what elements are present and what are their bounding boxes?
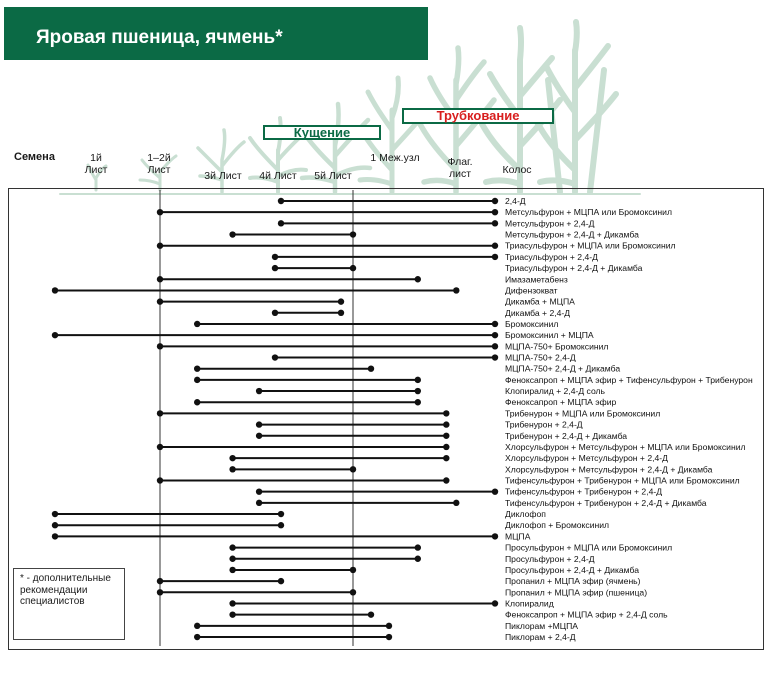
product-label: Трибенурон + 2,4-Д [505, 419, 583, 430]
chart-row [229, 230, 639, 240]
range-start-dot [194, 321, 200, 327]
range-start-dot [229, 567, 235, 573]
product-label: Тифенсульфурон + Трибенурон + 2,4-Д + Дикамба [505, 497, 707, 508]
product-label: МЦПА [505, 531, 531, 542]
chart-row [229, 565, 639, 575]
range-start-dot [272, 265, 278, 271]
range-end-dot [338, 298, 344, 304]
product-label: Дикамба + 2,4-Д [505, 307, 571, 318]
product-label: Феноксапроп + МЦПА эфир + 2,4-Д соль [505, 609, 668, 620]
range-start-dot [229, 455, 235, 461]
product-label: МЦПА-750+ Бромоксинил [505, 341, 609, 352]
range-end-dot [492, 600, 498, 606]
chart-row [256, 498, 707, 508]
range-start-dot [52, 287, 58, 293]
product-label: МЦПА-750+ 2,4-Д + Дикамба [505, 363, 621, 374]
range-start-dot [229, 600, 235, 606]
product-label: Просульфурон + 2,4-Д [505, 553, 595, 564]
chart-row [194, 621, 578, 631]
range-start-dot [256, 488, 262, 494]
range-end-dot [350, 265, 356, 271]
product-label: Просульфурон + 2,4-Д + Дикамба [505, 564, 639, 575]
range-end-dot [443, 410, 449, 416]
range-start-dot [194, 634, 200, 640]
range-end-dot [278, 511, 284, 517]
stage-label-seeds: Семена [14, 151, 55, 163]
chart-row [229, 610, 668, 620]
range-end-dot [350, 231, 356, 237]
chart-row [52, 285, 558, 295]
range-start-dot [194, 399, 200, 405]
range-start-dot [157, 410, 163, 416]
range-end-dot [386, 634, 392, 640]
chart-row [157, 576, 641, 586]
footnote-text: * - дополнительные рекомендации специалистов [20, 573, 111, 607]
stage-label-leaf1-2: 1–2й Лист [147, 152, 171, 176]
chart-row [229, 464, 712, 474]
product-label: 2,4-Д [505, 196, 526, 206]
chart-row [194, 375, 753, 385]
range-start-dot [229, 544, 235, 550]
range-start-dot [272, 254, 278, 260]
product-label: Метсульфурон + 2,4-Д [505, 218, 595, 229]
range-end-dot [492, 533, 498, 539]
range-end-dot [415, 556, 421, 562]
chart-row [157, 587, 647, 597]
range-start-dot [194, 377, 200, 383]
range-end-dot [492, 220, 498, 226]
chart-row [272, 252, 598, 262]
chart-row [157, 408, 660, 418]
range-end-dot [415, 377, 421, 383]
product-label: Трибенурон + 2,4-Д + Дикамба [505, 430, 628, 441]
product-label: Трибенурон + МЦПА или Бромоксинил [505, 408, 661, 419]
chart-row [157, 241, 676, 251]
range-end-dot [415, 388, 421, 394]
range-end-dot [350, 589, 356, 595]
chart-row [157, 274, 568, 284]
range-end-dot [443, 444, 449, 450]
range-start-dot [194, 623, 200, 629]
range-end-dot [492, 209, 498, 215]
range-end-dot [492, 332, 498, 338]
product-label: Пиклорам + 2,4-Д [505, 632, 576, 643]
range-end-dot [492, 354, 498, 360]
range-end-dot [492, 254, 498, 260]
chart-row [278, 218, 595, 228]
chart-row [256, 431, 627, 441]
range-start-dot [52, 533, 58, 539]
range-end-dot [350, 466, 356, 472]
range-start-dot [278, 198, 284, 204]
product-label: Триасульфурон + МЦПА или Бромоксинил [505, 240, 676, 251]
chart-row [194, 397, 616, 407]
stage-label-leaf5: 5й Лист [314, 170, 352, 182]
range-start-dot [157, 298, 163, 304]
range-start-dot [157, 578, 163, 584]
product-label: Клопиралид + 2,4-Д соль [505, 386, 606, 397]
product-label: Феноксапроп + МЦПА эфир [505, 397, 617, 408]
range-end-dot [338, 310, 344, 316]
footnote-box [13, 568, 125, 640]
chart-row [256, 487, 662, 497]
range-end-dot [386, 623, 392, 629]
range-end-dot [278, 522, 284, 528]
range-start-dot [194, 366, 200, 372]
range-end-dot [492, 321, 498, 327]
product-label: Тифенсульфурон + Трибенурон + МЦПА или Бромоксинил [505, 475, 740, 486]
chart-row [52, 531, 531, 541]
chart-row [229, 598, 553, 608]
range-start-dot [272, 354, 278, 360]
range-start-dot [229, 611, 235, 617]
range-start-dot [52, 522, 58, 528]
range-end-dot [492, 243, 498, 249]
product-label: Диклофоп [505, 509, 546, 520]
range-end-dot [415, 276, 421, 282]
product-label: Имазаметабенз [505, 274, 568, 285]
range-end-dot [443, 455, 449, 461]
range-start-dot [157, 276, 163, 282]
chart-row [256, 420, 583, 430]
product-label: МЦПА-750+ 2,4-Д [505, 352, 576, 363]
chart-row [157, 476, 740, 486]
chart-row [52, 520, 609, 530]
chart-row [256, 386, 606, 396]
product-label: Пропанил + МЦПА эфир (пшеница) [505, 587, 648, 598]
chart-row [157, 207, 672, 217]
range-start-dot [256, 421, 262, 427]
stage-label-flag-leaf: Флаг. лист [447, 156, 473, 180]
range-start-dot [157, 589, 163, 595]
chart-row [278, 196, 526, 206]
range-end-dot [492, 198, 498, 204]
range-start-dot [157, 444, 163, 450]
range-end-dot [278, 578, 284, 584]
product-label: Диклофоп + Бромоксинил [505, 520, 610, 531]
range-end-dot [368, 611, 374, 617]
range-end-dot [453, 500, 459, 506]
product-label: Клопиралид [505, 598, 554, 609]
product-label: Метсульфурон + 2,4-Д + Дикамба [505, 229, 639, 240]
range-start-dot [256, 388, 262, 394]
stage-label-node1: 1 Меж.узл [370, 152, 420, 164]
page-title: Яровая пшеница, ячмень* [36, 27, 283, 48]
range-end-dot [453, 287, 459, 293]
range-end-dot [350, 567, 356, 573]
stage-label-leaf3: 3й Лист [204, 170, 242, 182]
stage-label-leaf4: 4й Лист [259, 170, 297, 182]
stage-label-ear: Колос [502, 164, 532, 176]
product-label: Просульфурон + МЦПА или Бромоксинил [505, 542, 673, 553]
range-end-dot [492, 488, 498, 494]
range-start-dot [229, 466, 235, 472]
chart-row [194, 319, 558, 329]
range-start-dot [256, 433, 262, 439]
range-end-dot [415, 544, 421, 550]
range-start-dot [52, 511, 58, 517]
range-start-dot [256, 500, 262, 506]
chart-row [229, 543, 672, 553]
product-label: Пропанил + МЦПА эфир (ячмень) [505, 576, 641, 587]
chart-row [229, 453, 668, 463]
chart-row [157, 341, 609, 351]
product-label: Триасульфурон + 2,4-Д + Дикамба [505, 263, 643, 274]
product-label: Метсульфурон + МЦПА или Бромоксинил [505, 207, 672, 218]
chart-row [272, 308, 570, 318]
product-label: Хлорсульфурон + Метсульфурон + 2,4-Д [505, 453, 668, 464]
range-end-dot [443, 421, 449, 427]
chart-row [52, 509, 546, 519]
stage-label-leaf1: 1й Лист [84, 152, 108, 176]
chart-row [194, 632, 576, 642]
chart-row [52, 330, 594, 340]
product-label: Пиклорам +МЦПА [505, 620, 579, 631]
range-start-dot [157, 343, 163, 349]
range-start-dot [278, 220, 284, 226]
product-label: Дикамба + МЦПА [505, 296, 575, 307]
chart-row [229, 554, 594, 564]
product-label: Бромоксинил [505, 318, 559, 329]
range-start-dot [157, 477, 163, 483]
product-label: Бромоксинил + МЦПА [505, 330, 594, 341]
chart-row [157, 442, 746, 452]
product-label: Хлорсульфурон + Метсульфурон + 2,4-Д + Дикамба [505, 464, 713, 475]
range-end-dot [368, 366, 374, 372]
range-start-dot [229, 231, 235, 237]
range-end-dot [492, 343, 498, 349]
product-label: Тифенсульфурон + Трибенурон + 2,4-Д [505, 486, 663, 497]
range-start-dot [229, 556, 235, 562]
range-end-dot [443, 477, 449, 483]
chart-row [272, 353, 576, 363]
range-start-dot [272, 310, 278, 316]
product-label: Дифензокват [505, 285, 558, 296]
range-start-dot [157, 243, 163, 249]
range-end-dot [415, 399, 421, 405]
product-label: Феноксапроп + МЦПА эфир + Тифенсульфурон + Трибенурон [505, 374, 753, 385]
stage-group-tillering: Кущение [263, 125, 381, 140]
chart-row [272, 263, 643, 273]
range-start-dot [52, 332, 58, 338]
chart-row [194, 364, 620, 374]
range-end-dot [443, 433, 449, 439]
stage-group-booting: Трубкование [402, 108, 554, 124]
product-label: Хлорсульфурон + Метсульфурон + МЦПА или Бромоксинил [505, 441, 746, 452]
chart-row [157, 297, 575, 307]
product-label: Триасульфурон + 2,4-Д [505, 251, 598, 262]
range-start-dot [157, 209, 163, 215]
